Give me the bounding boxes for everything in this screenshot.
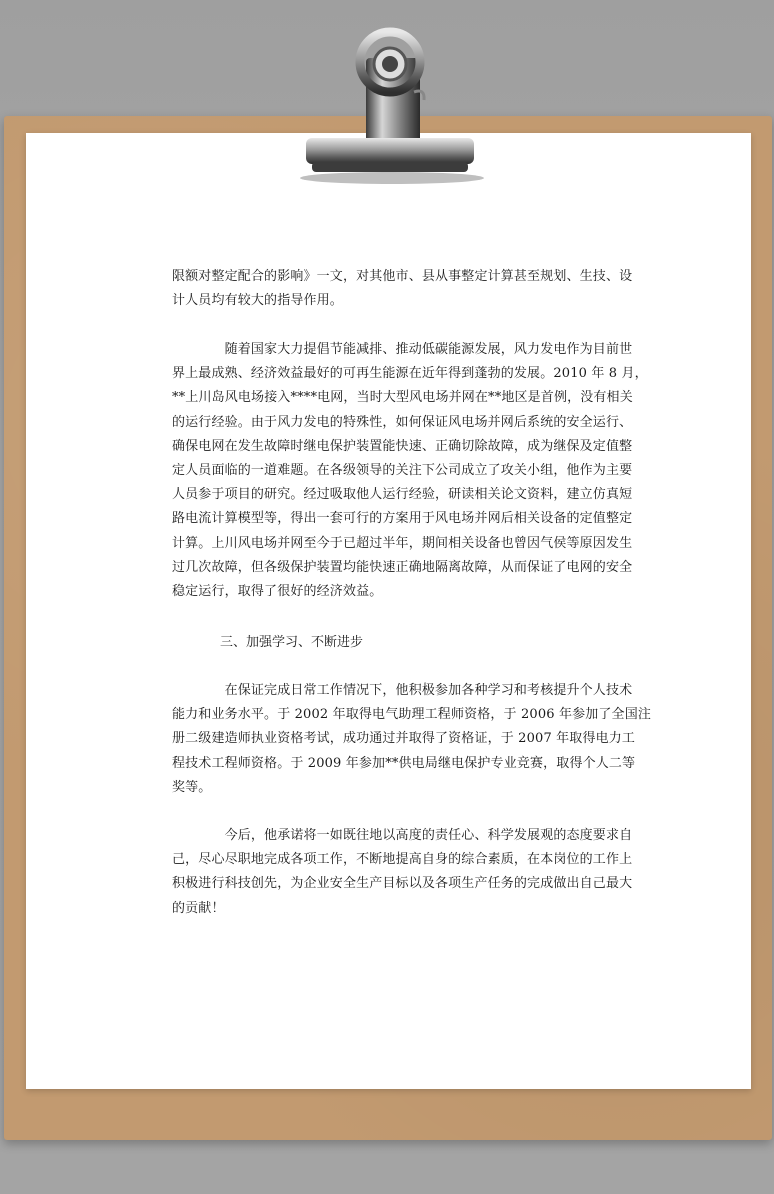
text-line: 界上最成熟、经济效益最好的可再生能源在近年得到蓬勃的发展。2010 年 8 月， [172, 366, 648, 382]
text-line: 稳定运行，取得了很好的经济效益。 [172, 584, 383, 600]
text-line: 奖等。 [172, 779, 212, 795]
text-line: 积极进行科技创先，为企业安全生产目标以及各项生产任务的完成做出自己最大 [172, 876, 633, 892]
paragraph-1 [172, 265, 633, 313]
text-line: 能力和业务水平。于 2002 年取得电气助理工程师资格，于 2006 年参加了全国注 [172, 707, 651, 723]
text-line: 的运行经验。由于风力发电的特殊性，如何保证风电场并网后系统的安全运行、 [172, 414, 633, 430]
text-line: 确保电网在发生故障时继电保护装置能快速、正确切除故障，成为继保及定值整 [172, 438, 633, 454]
text-line: 今后，他承诺将一如既往地以高度的责任心、科学发展观的态度要求自 [172, 828, 633, 843]
text-line: 计算。上川风电场并网至今于已超过半年，期间相关设备也曾因气侯等原因发生 [172, 535, 633, 551]
text-line: 随着国家大力提倡节能减排、推动低碳能源发展，风力发电作为目前世 [172, 342, 633, 357]
text-line: 在保证完成日常工作情况下，他积极参加各种学习和考核提升个人技术 [172, 683, 633, 698]
paragraph-2 [172, 338, 648, 604]
text-line: 定人员面临的一道难题。在各级领导的关注下公司成立了攻关小组，他作为主要 [172, 463, 633, 479]
section-heading: 三、加强学习、不断进步 [220, 635, 364, 650]
text-line: 程技术工程师资格。于 2009 年参加**供电局继电保护专业竞赛，取得个人二等 [172, 755, 636, 771]
text-line: 限额对整定配合的影响》一文，对其他市、县从事整定计算甚至规划、生技、设 [172, 269, 633, 284]
text-line: 册二级建造师执业资格考试，成功通过并取得了资格证，于 2007 年取得电力工 [172, 731, 636, 747]
paragraph-3 [172, 679, 651, 800]
paragraph-4 [172, 824, 633, 921]
text-line: 的贡献！ [172, 900, 225, 916]
text-line: 己，尽心尽职地完成各项工作，不断地提高自身的综合素质，在本岗位的工作上 [172, 852, 633, 868]
text-line: 过几次故障，但各级保护装置均能快速正确地隔离故障，从而保证了电网的安全 [172, 559, 633, 575]
text-line: 路电流计算模型等，得出一套可行的方案用于风电场并网后相关设备的定值整定 [172, 511, 633, 527]
text-line: 人员参于项目的研究。经过吸取他人运行经验，研读相关论文资料，建立仿真短 [172, 487, 633, 503]
text-line: 计人员均有较大的指导作用。 [172, 293, 343, 309]
text-line: **上川岛风电场接入****电网，当时大型风电场并网在**地区是首例，没有相关 [172, 390, 633, 406]
